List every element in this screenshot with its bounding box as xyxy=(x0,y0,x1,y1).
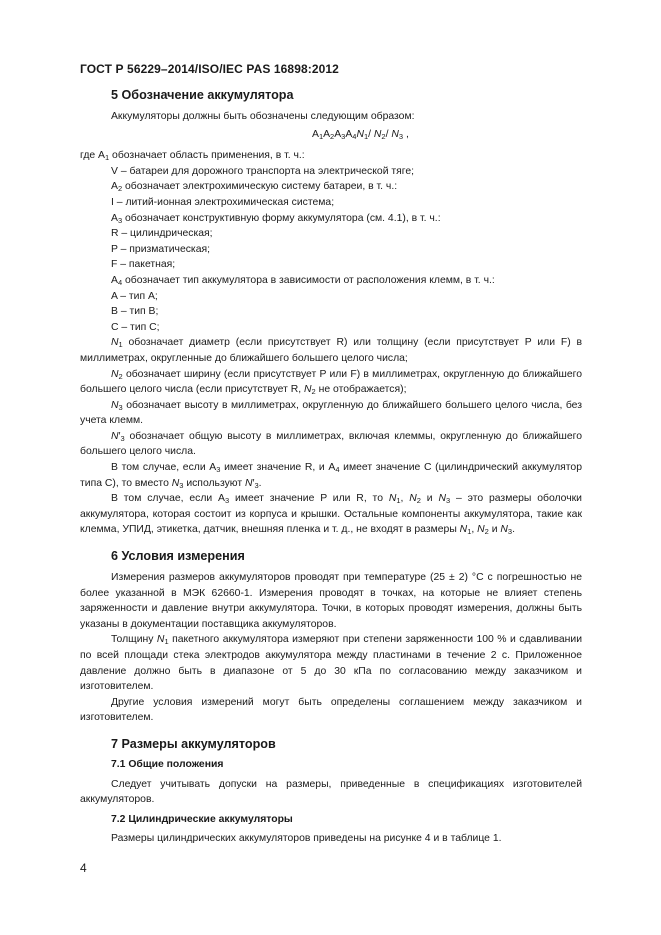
a3-definition: $A_3$ обозначает конструктивную форму аккумулятора (см. 4.1), в т. ч.: xyxy=(111,212,441,225)
page-content xyxy=(80,86,582,847)
section-5-intro: Аккумуляторы должны быть обозначены следующим образом: xyxy=(111,111,415,122)
n1-definition: $N_1$ обозначает диаметр (если присутствует R) или толщину (если присутствует P или F) в миллиметрах, округленные до ближайшего большего целого числа; xyxy=(80,337,582,364)
item-r: R – цилиндрическая; xyxy=(111,228,213,240)
section-6-p2: Толщину $N_1$ пакетного аккумулятора измеряют при степени заряженности 100 % и сдавливании по всей площади стека электродов аккумулятора между пластинами в течение 2 с. Приложенное давление должно быть в диапазоне от 5 до 30 кПа по согласованию между заказчиком и изготовителем. xyxy=(80,634,583,693)
section-7-title: 7 Размеры аккумуляторов xyxy=(111,736,276,751)
document-header: ГОСТ Р 56229–2014/ISO/IEC PAS 16898:2012 xyxy=(80,62,339,76)
page-number: 4 xyxy=(80,861,87,875)
item-v: V – батареи для дорожного транспорта на электрической тяге; xyxy=(111,165,415,177)
section-7-1-title: 7.1 Общие положения xyxy=(111,758,224,770)
item-type-a: A – тип A; xyxy=(111,290,158,302)
section-6-title: 6 Условия измерения xyxy=(111,549,245,564)
section-7-1-text: Следует учитывать допуски на размеры, приведенные в спецификациях изготовителей аккумуляторов. xyxy=(80,778,582,806)
n3-definition: $N_3$ обозначает высоту в миллиметрах, округленную до ближайшего большего целого числа, без учета клемм. xyxy=(80,399,582,427)
item-f: F – пакетная; xyxy=(111,259,176,271)
section-6-p1: Измерения размеров аккумуляторов проводят при температуре (25 ± 2) °C с погрешностью не более указанной в МЭК 62660-1. Измерения проводят в точках, на которые не влияет степень заряженности и давление внутри аккумулятора. Точки, в которых проводят измерения, должны быть указаны в документации поставщика аккумуляторов. xyxy=(80,572,582,630)
section-6-p3: Другие условия измерений могут быть определены соглашением между заказчиком и изготовителем. xyxy=(80,696,582,724)
item-p: P – призматическая; xyxy=(111,243,210,255)
section-5-title: 5 Обозначение аккумулятора xyxy=(111,88,294,102)
a2-definition: $A_2$ обозначает электрохимическую систему батареи, в т. ч.: xyxy=(111,181,398,194)
n2-definition: $N_2$ обозначает ширину (если присутствует P или F) в миллиметрах, округленную до ближайшего большего целого числа (если присутствует R, $N_2$ не отображается); xyxy=(80,368,582,397)
designation-formula: $A_1A_2A_3A_4N_1/$ $N_2/$ $N_3$ , xyxy=(312,128,409,141)
item-type-b: B – тип B; xyxy=(111,306,159,318)
section-7-2-text: Размеры цилиндрических аккумуляторов приведены на рисунке 4 и в таблице 1. xyxy=(111,833,502,845)
where-a1: где $A_1$ обозначает область применения, в т. ч.: xyxy=(80,150,305,163)
item-i: I – литий-ионная электрохимическая система; xyxy=(111,196,335,208)
item-type-c: C – тип C; xyxy=(111,321,160,333)
section-7-2-title: 7.2 Цилиндрические аккумуляторы xyxy=(111,813,293,825)
a4-definition: $A_4$ обозначает тип аккумулятора в зависимости от расположения клемм, в т. ч.: xyxy=(111,274,495,287)
case-envelope: В том случае, если $A_3$ имеет значение P или R, то $N_1$, $N_2$ и $N_3$ – это размеры оболочки аккумулятора, которая состоит из корпуса и крышки. Остальные компоненты аккумулятора, такие как клемма, УПИД, этикетка, датчик, внешняя пленка и т. д., не входят в размеры $N_1$, $N_2$ и $N_3$. xyxy=(80,493,582,537)
case-cylindrical-c: В том случае, если $A_3$ имеет значение R, и $A_4$ имеет значение C (цилиндрический аккумулятор типа C), то вместо $N_3$ используют $N'_3$. xyxy=(80,462,582,490)
n3-prime-definition: $N'_3$ обозначает общую высоту в миллиметрах, включая клеммы, округленную до ближайшего большего целого числа. xyxy=(80,430,583,458)
